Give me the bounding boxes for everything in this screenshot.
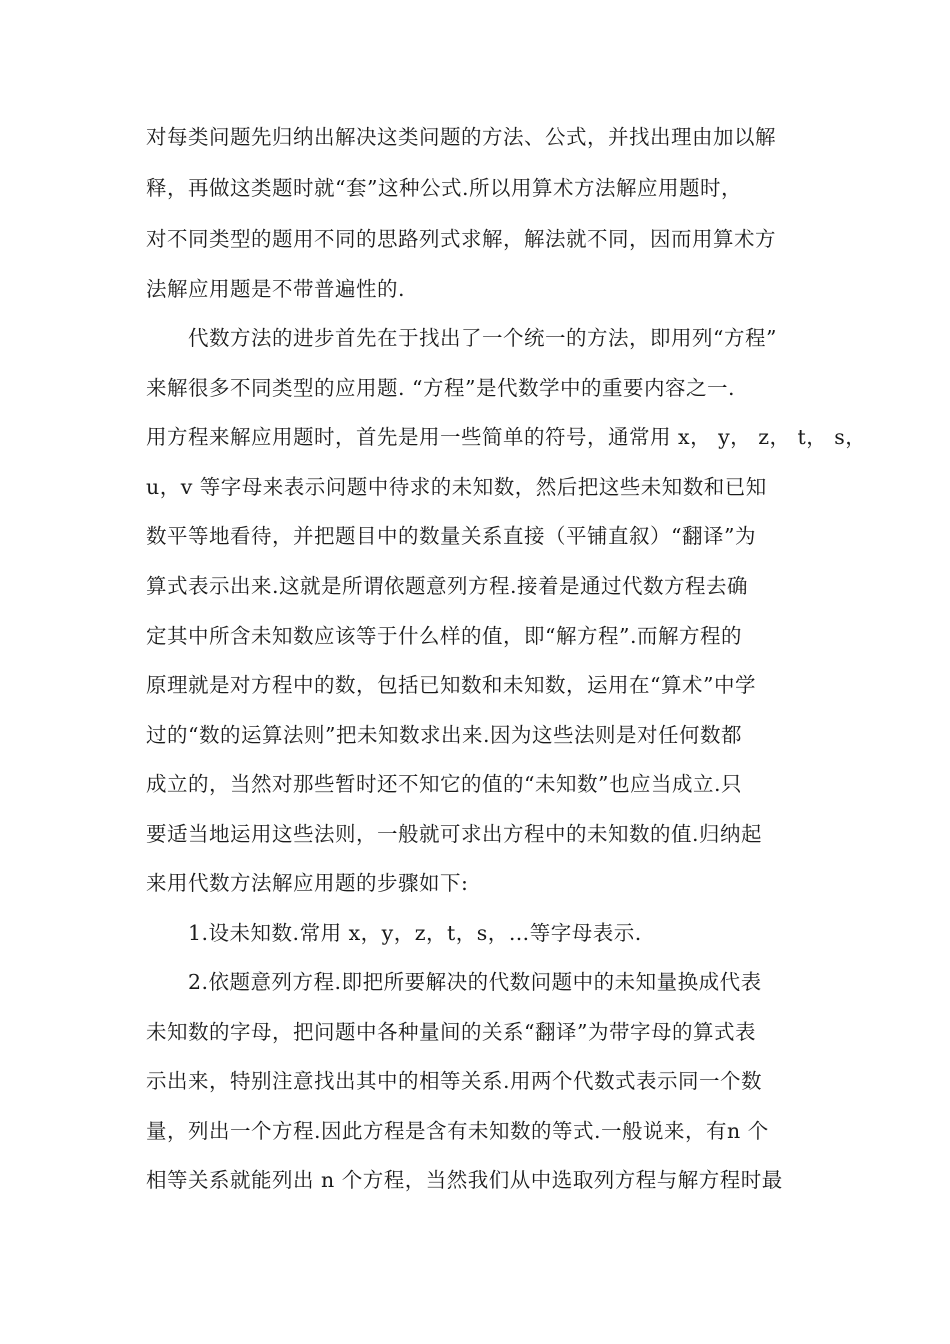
text-line: 示出来，特别注意找出其中的相等关系.用两个代数式表示同一个数 [146,1069,763,1093]
text-line: u，v 等字母来表示问题中待求的未知数，然后把这些未知数和已知 [146,475,767,499]
text-line: 对每类问题先归纳出解决这类问题的方法、公式，并找出理由加以解 [146,125,776,149]
text-line: 定其中所含未知数应该等于什么样的值，即“解方程”.而解方程的 [146,624,742,648]
text-line: 要适当地运用这些法则，一般就可求出方程中的未知数的值.归纳起 [146,822,763,846]
text-line: 用方程来解应用题时，首先是用一些简单的符号，通常用 x， y， z， t， s， [146,425,867,449]
text-line: 量，列出一个方程.因此方程是含有未知数的等式.一般说来，有n 个 [146,1119,769,1143]
text-line: 未知数的字母，把问题中各种量间的关系“翻译”为带字母的算式表 [146,1020,756,1044]
text-line: 过的“数的运算法则”把未知数求出来.因为这些法则是对任何数都 [146,723,742,747]
text-line: 对不同类型的题用不同的思路列式求解，解法就不同，因而用算术方 [146,227,776,251]
paragraph-first-line: 代数方法的进步首先在于找出了一个统一的方法，即用列“方程” [188,326,777,350]
text-line: 相等关系就能列出 n 个方程，当然我们从中选取列方程与解方程时最 [146,1168,783,1192]
text-line: 数平等地看待，并把题目中的数量关系直接（平铺直叙）“翻译”为 [146,524,756,548]
text-line: 算式表示出来.这就是所谓依题意列方程.接着是通过代数方程去确 [146,574,749,598]
text-line: 来解很多不同类型的应用题. “方程”是代数学中的重要内容之一. [146,376,736,400]
text-line: 原理就是对方程中的数，包括已知数和未知数，运用在“算术”中学 [146,673,756,697]
text-line: 释，再做这类题时就“套”这种公式.所以用算术方法解应用题时， [146,176,742,200]
text-line: 法解应用题是不带普遍性的. [146,277,406,301]
text-line: 成立的，当然对那些暂时还不知它的值的“未知数”也应当成立.只 [146,772,742,796]
list-item-step-2: 2.依题意列方程.即把所要解决的代数问题中的未知量换成代表 [188,970,762,994]
text-line: 来用代数方法解应用题的步骤如下: [146,871,469,895]
list-item-step-1: 1.设未知数.常用 x，y，z，t，s，…等字母表示. [188,921,642,945]
